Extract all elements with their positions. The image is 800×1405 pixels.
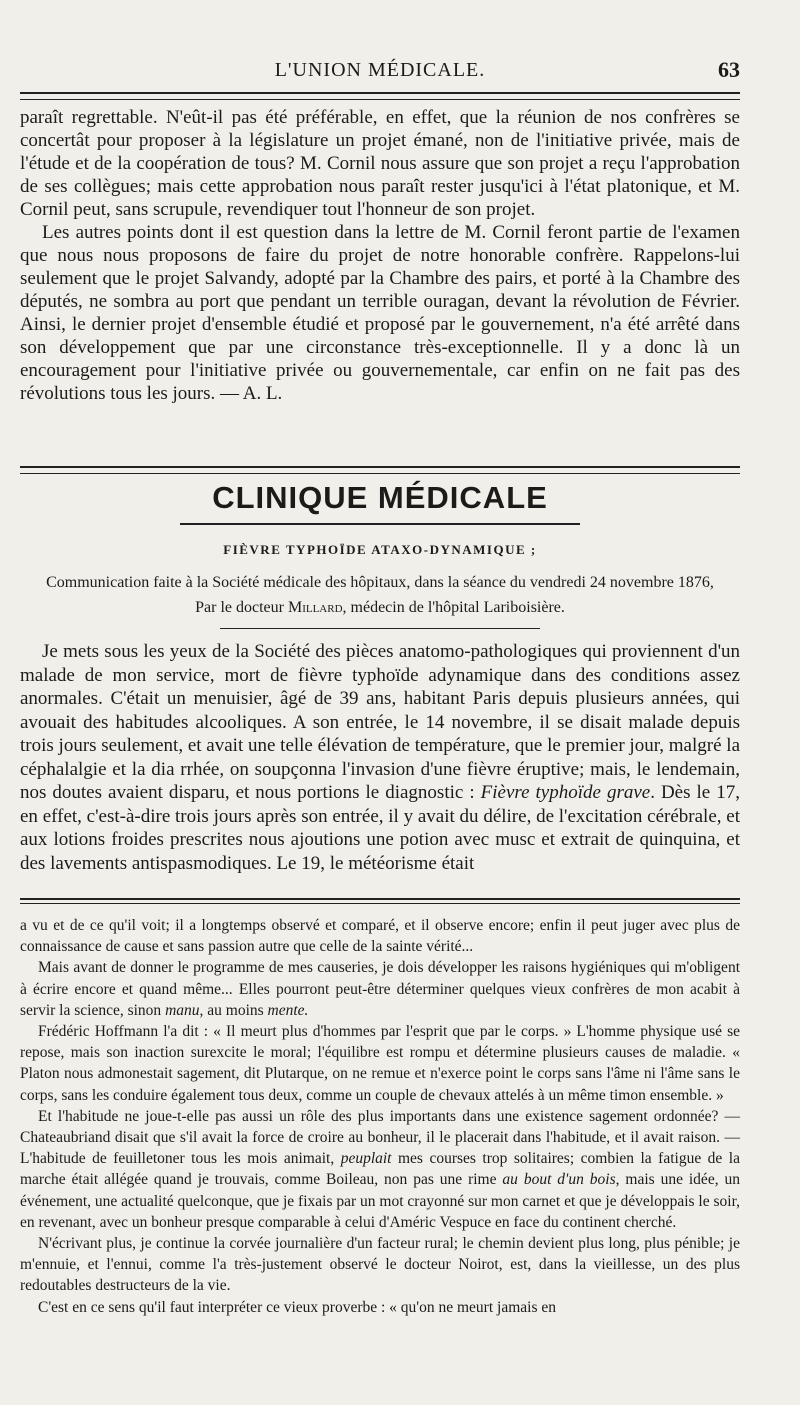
italic-run: mente.	[267, 1001, 309, 1019]
paragraph: Frédéric Hoffmann l'a dit : « Il meurt plus d'hommes par l'esprit que par le corps. » L'homme physique usé se repose, mais son inaction surexcite le moral; l'équilibre est rompu et détermine plusieurs causes de maladie. « Platon nous admonestait sagement, dit Plutarque, on ne remue et n'exerce point le corps sans l'âme ni l'âme sans le corps, sans les conduire également tous deux, comme un couple de chevaux attelés à un même timon ensemble. »	[20, 1023, 740, 1104]
italic-run: manu	[165, 1001, 200, 1019]
text-run: , mais une idée, un événement, une actualité quelconque, que je fixais par un mot crayonné sur mon carnet et que je développais le soir, en revenant, avec un bonheur presque comparable à celui d'Améric Vespuce en face du continent cherché.	[20, 1171, 740, 1231]
paragraph: Les autres points dont il est question dans la lettre de M. Cornil feront partie de l'examen que nous nous proposons de faire du projet de notre honorable confrère. Rappelons-lui seulement que le projet Salvandy, adopté par la Chambre des pairs, et porté à la Chambre des députés, ne sombra au port que pendant un terrible ouragan, devant la révolution de Février. Ainsi, le dernier projet d'ensemble étudié et proposé par le gouvernement, n'a été arrêté dans son développement que par une circonstance très-exceptionnelle. Il y a donc là un encouragement pour l'initiative privée ou gouvernementale, car enfin on ne fait pas des révolutions tous les jours. — A. L.	[20, 222, 740, 404]
paragraph	[20, 640, 740, 875]
section-divider	[20, 466, 740, 474]
italic-run: Fièvre typhoïde grave	[480, 782, 651, 803]
clinic-article-body	[20, 640, 740, 875]
editorial-continuation	[20, 106, 740, 405]
paragraph	[20, 1106, 740, 1233]
text-run: , au moins	[199, 1001, 268, 1019]
text-run: Je mets sous les yeux de la Société des pièces anatomo-pathologiques qui proviennent d'un malade de mon service, mort de fièvre typhoïde adynamique dans des conditions assez anormales. C'était un menuisier, âgé de 39 ans, habitant Paris depuis plusieurs années, qui avouait des habitudes alcooliques. A son entrée, le 14 novembre, il se disait malade depuis trois jours seulement, et avait une telle élévation de température, que le premier jour, malgré la céphalalgie et la dia rrhée, on soupçonna l'invasion d'une fièvre éruptive; mais, le lendemain, nos doutes avaient disparu, et nous portions le diagnostic :	[20, 641, 740, 803]
paragraph: C'est en ce sens qu'il faut interpréter ce vieux proverbe : « qu'on ne meurt jamais en	[38, 1298, 556, 1316]
running-title: L'UNION MÉDICALE.	[274, 59, 486, 81]
author-line	[20, 597, 740, 619]
article-title: FIÈVRE TYPHOÏDE ATAXO-DYNAMIQUE ;	[223, 542, 537, 557]
paragraph: N'écrivant plus, je continue la corvée journalière d'un facteur rural; le chemin devient plus long, plus pénible; je m'ennuie, et l'ennui, comme l'a très-justement observé le docteur Noirot, est, dans la vieillesse, un des plus redoutables destructeurs de la vie.	[20, 1235, 740, 1295]
italic-run: au bout d'un bois	[502, 1171, 616, 1189]
author-name: Millard	[287, 599, 343, 616]
page-number: 63	[718, 57, 740, 82]
feuilleton-divider-top	[20, 898, 740, 900]
page-header	[20, 55, 740, 91]
text-run: Mais avant de donner le programme de mes causeries, je dois développer les raisons hygiéniques qui m'obligent à écrire encore et quand même... Elles pourront peut-être déterminer quelques vieux confrères de mon acabit à servir la science, sinon	[20, 959, 740, 1019]
header-rule	[20, 92, 740, 100]
title-underline	[180, 523, 580, 525]
section-title: CLINIQUE MÉDICALE	[212, 480, 548, 515]
text-run: . Dès le 17, en effet, c'est-à-dire trois jours après son entrée, il y avait du délire, de l'excitation cérébrale, et aux lotions froides prescrites nous ajoutions une potion avec musc et extrait de quinquina, et des lavements antispasmodiques. Le 19, le météorisme était	[20, 782, 740, 874]
communication-note: Communication faite à la Société médicale des hôpitaux, dans la séance du vendredi 24 novembre 1876,	[46, 574, 714, 591]
paragraph: paraît regrettable. N'eût-il pas été préférable, en effet, que la réunion de nos confrères se concertât pour proposer à la législature un projet émané, non de l'initiative privée, mais de l'étude et de la coopération de tous? M. Cornil nous assure que son projet a reçu l'approbation de ses collègues; mais cette approbation nous paraît rester jusqu'ici à l'état platonique, et M. Cornil peut, sans scrupule, revendiquer tout l'honneur de son projet.	[20, 107, 740, 220]
paragraph: a vu et de ce qu'il voit; il a longtemps observé et comparé, et il observe encore; enfin il peut juger avec plus de connaissance de cause et sans passion autre que celle de la sainte vérité...	[20, 917, 740, 956]
feuilleton-column	[20, 915, 740, 1318]
author-underline	[220, 628, 540, 629]
paragraph	[20, 957, 740, 1021]
italic-run: peuplait	[340, 1150, 392, 1168]
feuilleton-divider-bottom	[20, 903, 740, 904]
text-run: Et l'habitude ne joue-t-elle pas aussi un rôle des plus importants dans une existence sagement ordonnée? — Chateaubriand disait que s'il avait la force de croire au bonheur, il le placerait dans l'habitude, et il avait raison. — L'habitude de feuilletoner tous les mois animait,	[20, 1107, 740, 1168]
author-prefix: Par le docteur	[195, 599, 288, 616]
text-run: mes courses trop solitaires; combien la fatigue de la marche était allégée quand je trouvais, comme Boileau, non pas une rime	[20, 1150, 740, 1189]
author-suffix: , médecin de l'hôpital Lariboisière.	[342, 599, 565, 616]
